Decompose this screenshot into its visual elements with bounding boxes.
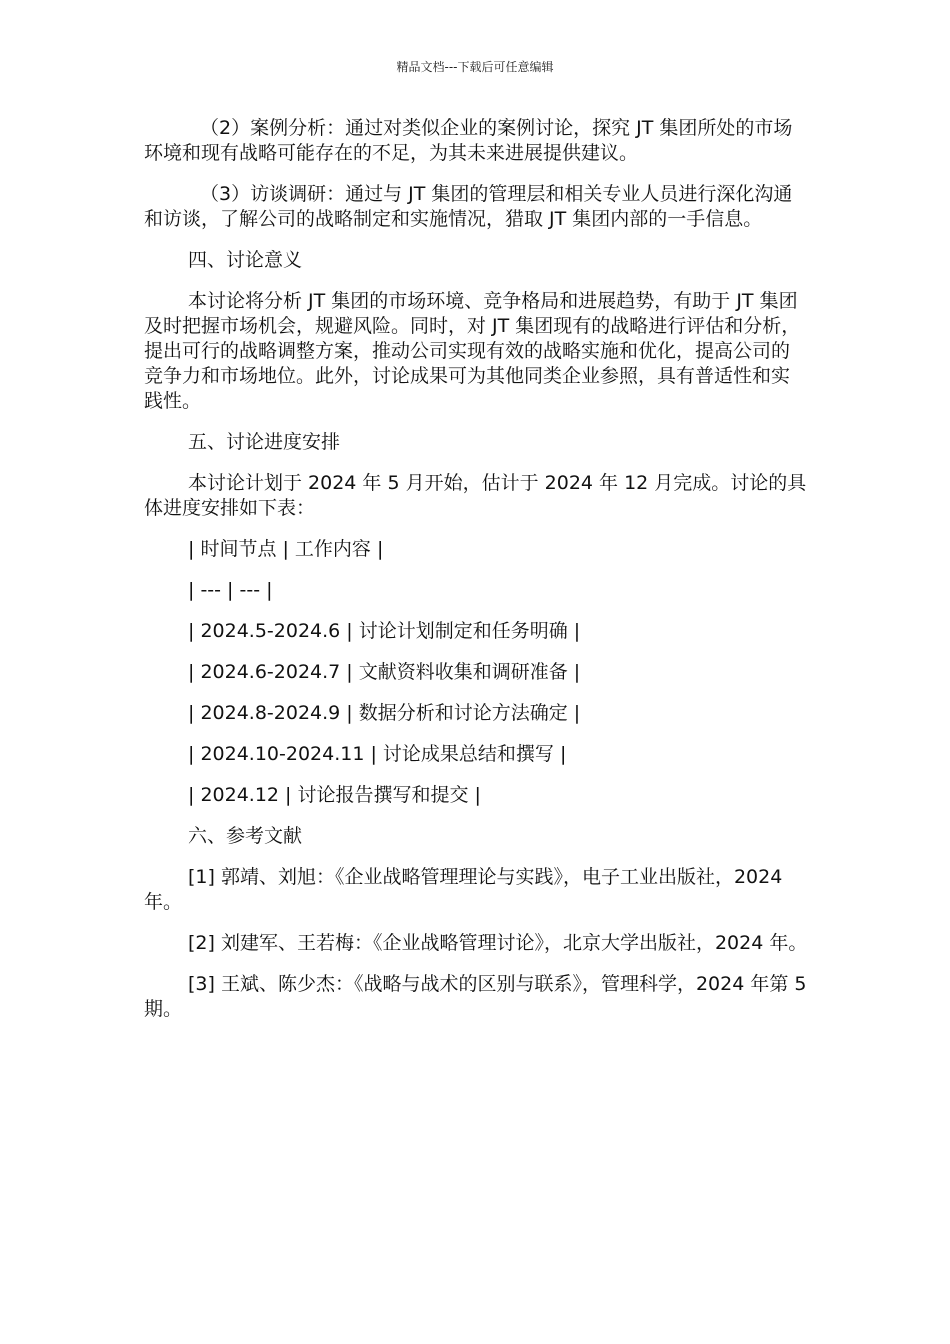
reference-list bbox=[144, 865, 808, 1022]
paragraph-schedule: 本讨论计划于 2024 年 5 月开始，估计于 2024 年 12 月完成。讨论的具体进度安排如下表： bbox=[144, 472, 807, 519]
table-row: | 2024.6-2024.7 | 文献资料收集和调研准备 | bbox=[188, 661, 581, 683]
schedule-table bbox=[144, 537, 808, 808]
section-heading-references: 六、参考文献 bbox=[188, 825, 303, 847]
paragraph-interview: （3）访谈调研：通过与 JT 集团的管理层和相关专业人员进行深化沟通和访谈，了解公司的战略制定和实施情况，猎取 JT 集团内部的一手信息。 bbox=[144, 183, 793, 230]
table-row: | 2024.5-2024.6 | 讨论计划制定和任务明确 | bbox=[188, 620, 581, 642]
list-item: [1] 郭靖、刘旭：《企业战略管理理论与实践》，电子工业出版社，2024 年。 bbox=[144, 866, 783, 913]
table-row: | 2024.12 | 讨论报告撰写和提交 | bbox=[188, 784, 481, 806]
document-body bbox=[144, 116, 808, 1038]
table-row: | --- | --- | bbox=[188, 579, 273, 601]
paragraph-case-analysis: （2）案例分析：通过对类似企业的案例讨论，探究 JT 集团所处的市场环境和现有战略可能存在的不足，为其未来进展提供建议。 bbox=[144, 117, 793, 164]
list-item: [3] 王斌、陈少杰：《战略与战术的区别与联系》，管理科学，2024 年第 5 期。 bbox=[144, 973, 807, 1020]
section-heading-significance: 四、讨论意义 bbox=[188, 249, 303, 271]
paragraph-significance: 本讨论将分析 JT 集团的市场环境、竞争格局和进展趋势，有助于 JT 集团及时把握市场机会，规避风险。同时，对 JT 集团现有的战略进行评估和分析，提出可行的战略调整方案，推动公司实现有效的战略实施和优化，提高公司的竞争力和市场地位。此外，讨论成果可为其他同类企业参照，具有普适性和实践性。 bbox=[144, 290, 801, 412]
table-row: | 2024.10-2024.11 | 讨论成果总结和撰写 | bbox=[188, 743, 567, 765]
list-item: [2] 刘建军、王若梅：《企业战略管理讨论》，北京大学出版社，2024 年。 bbox=[188, 932, 808, 954]
page-header: 精品文档---下载后可任意编辑 bbox=[396, 60, 554, 74]
section-heading-schedule: 五、讨论进度安排 bbox=[188, 431, 341, 453]
table-row: | 2024.8-2024.9 | 数据分析和讨论方法确定 | bbox=[188, 702, 581, 724]
table-row: | 时间节点 | 工作内容 | bbox=[188, 538, 384, 560]
